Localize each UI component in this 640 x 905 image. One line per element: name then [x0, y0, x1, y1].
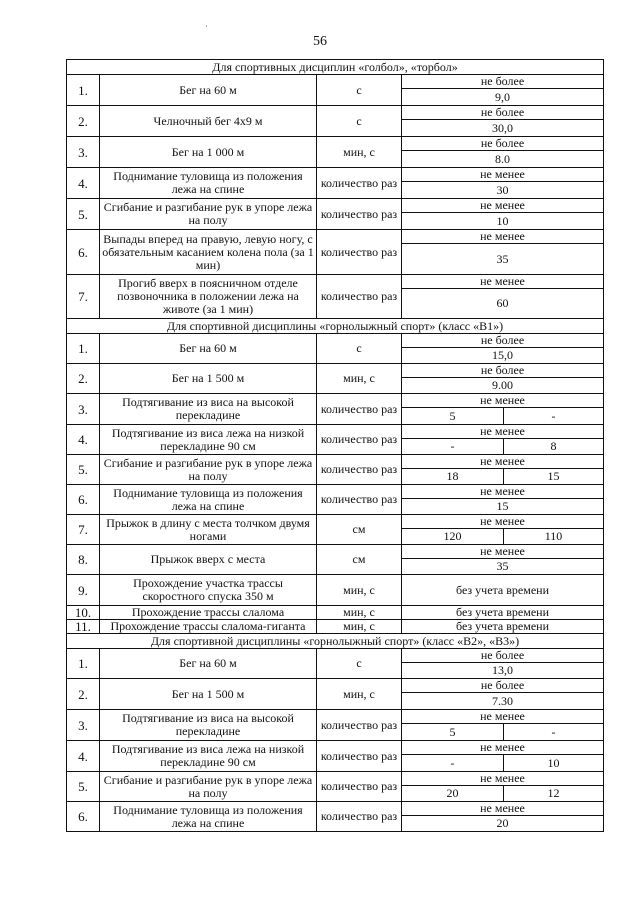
section-header: [67, 60, 604, 75]
exercise-name: Челночный бег 4х9 м: [100, 106, 317, 137]
norm-value: 35: [402, 559, 604, 575]
exercise-name: Поднимание туловища из положения лежа на спине: [100, 168, 317, 199]
exercise-name: Бег на 60 м: [100, 75, 317, 106]
norm-qualifier: не менее: [402, 545, 604, 559]
unit: количество раз: [317, 230, 402, 275]
norm-qualifier: не менее: [402, 515, 604, 529]
unit: количество раз: [317, 425, 402, 455]
norm-value-girls: 15: [504, 469, 604, 485]
norm-value: 13,0: [402, 663, 604, 679]
norm-value-boys: -: [402, 439, 504, 455]
table-row: [67, 710, 604, 724]
norm-qualifier: не более: [402, 75, 604, 89]
row-number: 2.: [67, 679, 100, 710]
norm-value: 35: [402, 244, 604, 275]
table-row: [67, 364, 604, 378]
norm-value-boys: 18: [402, 469, 504, 485]
row-number: 3.: [67, 710, 100, 741]
row-number: 11.: [67, 620, 100, 634]
row-number: 6.: [67, 230, 100, 275]
section-title: Для спортивных дисциплин «голбол», «торбол»: [67, 60, 604, 75]
row-number: 2.: [67, 106, 100, 137]
unit: количество раз: [317, 455, 402, 485]
exercise-name: Сгибание и разгибание рук в упоре лежа на полу: [100, 455, 317, 485]
unit: количество раз: [317, 199, 402, 230]
row-number: 1.: [67, 75, 100, 106]
norm-qualifier: не менее: [402, 772, 604, 786]
unit: мин, с: [317, 606, 402, 620]
exercise-name: Бег на 60 м: [100, 334, 317, 364]
table-row: [67, 485, 604, 499]
norm-qualifier: не менее: [402, 199, 604, 213]
row-number: 3.: [67, 137, 100, 168]
scan-dot: ·: [205, 22, 208, 31]
norm-qualifier: не более: [402, 649, 604, 663]
norm-value-girls: -: [504, 408, 604, 425]
table-row: [67, 606, 604, 620]
norm-qualifier: не менее: [402, 168, 604, 182]
row-number: 5.: [67, 455, 100, 485]
table-row: [67, 168, 604, 182]
unit: количество раз: [317, 485, 402, 515]
exercise-name: Прыжок в длину с места толчком двумя ногами: [100, 515, 317, 545]
norm-value-boys: 5: [402, 408, 504, 425]
norm-value: 15,0: [402, 348, 604, 364]
norm-value-girls: -: [504, 724, 604, 741]
unit: количество раз: [317, 275, 402, 319]
unit: мин, с: [317, 137, 402, 168]
norm-value: 30,0: [402, 120, 604, 137]
unit: количество раз: [317, 710, 402, 741]
table-row: [67, 75, 604, 89]
exercise-name: Прогиб вверх в поясничном отделе позвоночника в положении лежа на животе (за 1 мин): [100, 275, 317, 319]
table-row: [67, 802, 604, 816]
unit: см: [317, 515, 402, 545]
table-row: [67, 620, 604, 634]
norm-value: 9,0: [402, 89, 604, 106]
norm-qualifier: не менее: [402, 802, 604, 816]
row-number: 5.: [67, 772, 100, 802]
table-row: [67, 679, 604, 693]
norm-value-boys: -: [402, 755, 504, 772]
unit: с: [317, 334, 402, 364]
norm-value-girls: 110: [504, 529, 604, 545]
row-number: 7.: [67, 275, 100, 319]
table-row: [67, 199, 604, 213]
norm-qualifier: не менее: [402, 425, 604, 439]
norm-qualifier: не более: [402, 679, 604, 693]
table-row: [67, 334, 604, 348]
norm-qualifier: не более: [402, 364, 604, 378]
exercise-name: Подтягивание из виса на высокой перекладине: [100, 710, 317, 741]
norm-qualifier: не менее: [402, 230, 604, 244]
unit: с: [317, 649, 402, 679]
row-number: 6.: [67, 485, 100, 515]
norm-value-girls: 8: [504, 439, 604, 455]
table-row: [67, 394, 604, 408]
unit: количество раз: [317, 802, 402, 832]
unit: с: [317, 75, 402, 106]
exercise-name: Подтягивание из виса на высокой перекладине: [100, 394, 317, 425]
norm-note: без учета времени: [402, 620, 604, 634]
exercise-name: Бег на 1 500 м: [100, 364, 317, 394]
table-row: [67, 230, 604, 244]
norm-note: без учета времени: [402, 606, 604, 620]
section-header: [67, 319, 604, 334]
table-row: [67, 649, 604, 663]
norm-qualifier: не более: [402, 137, 604, 151]
table-row: [67, 545, 604, 559]
exercise-name: Прохождение участка трассы скоростного спуска 350 м: [100, 575, 317, 606]
exercise-name: Бег на 1 500 м: [100, 679, 317, 710]
section-header: [67, 634, 604, 649]
table-row: [67, 455, 604, 469]
unit: мин, с: [317, 620, 402, 634]
norm-value: 7.30: [402, 693, 604, 710]
section-title: Для спортивной дисциплины «горнолыжный спорт» (класс «В1»): [67, 319, 604, 334]
norm-qualifier: не менее: [402, 275, 604, 289]
norm-qualifier: не менее: [402, 485, 604, 499]
norm-value-boys: 5: [402, 724, 504, 741]
table-row: [67, 106, 604, 120]
exercise-name: Сгибание и разгибание рук в упоре лежа на полу: [100, 199, 317, 230]
row-number: 2.: [67, 364, 100, 394]
row-number: 4.: [67, 741, 100, 772]
row-number: 9.: [67, 575, 100, 606]
table-row: [67, 741, 604, 755]
norm-value: 60: [402, 289, 604, 319]
row-number: 1.: [67, 334, 100, 364]
table-row: [67, 137, 604, 151]
norm-qualifier: не менее: [402, 741, 604, 755]
row-number: 3.: [67, 394, 100, 425]
norm-qualifier: не менее: [402, 394, 604, 408]
norm-qualifier: не менее: [402, 710, 604, 724]
exercise-name: Прохождение трассы слалома-гиганта: [100, 620, 317, 634]
norm-value-boys: 20: [402, 786, 504, 802]
exercise-name: Бег на 60 м: [100, 649, 317, 679]
norm-value-girls: 10: [504, 755, 604, 772]
table-row: [67, 275, 604, 289]
norm-value-boys: 120: [402, 529, 504, 545]
row-number: 10.: [67, 606, 100, 620]
unit: количество раз: [317, 772, 402, 802]
unit: см: [317, 545, 402, 575]
exercise-name: Поднимание туловища из положения лежа на спине: [100, 802, 317, 832]
row-number: 4.: [67, 425, 100, 455]
table-row: [67, 425, 604, 439]
unit: мин, с: [317, 575, 402, 606]
unit: с: [317, 106, 402, 137]
page-number: 56: [313, 34, 327, 49]
exercise-name: Подтягивание из виса лежа на низкой перекладине 90 см: [100, 425, 317, 455]
unit: мин, с: [317, 364, 402, 394]
exercise-name: Прохождение трассы слалома: [100, 606, 317, 620]
norm-value: 20: [402, 816, 604, 832]
unit: мин, с: [317, 679, 402, 710]
unit: количество раз: [317, 394, 402, 425]
norm-value: 9.00: [402, 378, 604, 394]
norm-value: 10: [402, 213, 604, 230]
row-number: 1.: [67, 649, 100, 679]
norm-qualifier: не более: [402, 106, 604, 120]
standards-table: [66, 59, 604, 832]
exercise-name: Сгибание и разгибание рук в упоре лежа на полу: [100, 772, 317, 802]
exercise-name: Прыжок вверх с места: [100, 545, 317, 575]
table-row: [67, 772, 604, 786]
table-row: [67, 575, 604, 606]
exercise-name: Выпады вперед на правую, левую ногу, с обязательным касанием колена пола (за 1 мин): [100, 230, 317, 275]
norm-value: 30: [402, 182, 604, 199]
exercise-name: Бег на 1 000 м: [100, 137, 317, 168]
unit: количество раз: [317, 741, 402, 772]
unit: количество раз: [317, 168, 402, 199]
norm-qualifier: не менее: [402, 455, 604, 469]
exercise-name: Подтягивание из виса лежа на низкой перекладине 90 см: [100, 741, 317, 772]
row-number: 7.: [67, 515, 100, 545]
row-number: 5.: [67, 199, 100, 230]
norm-value-girls: 12: [504, 786, 604, 802]
norm-value: 15: [402, 499, 604, 515]
norm-qualifier: не более: [402, 334, 604, 348]
exercise-name: Поднимание туловища из положения лежа на спине: [100, 485, 317, 515]
table-row: [67, 515, 604, 529]
norm-value: 8.0: [402, 151, 604, 168]
row-number: 4.: [67, 168, 100, 199]
row-number: 6.: [67, 802, 100, 832]
row-number: 8.: [67, 545, 100, 575]
norm-note: без учета времени: [402, 575, 604, 606]
section-title: Для спортивной дисциплины «горнолыжный спорт» (класс «В2», «В3»): [67, 634, 604, 649]
